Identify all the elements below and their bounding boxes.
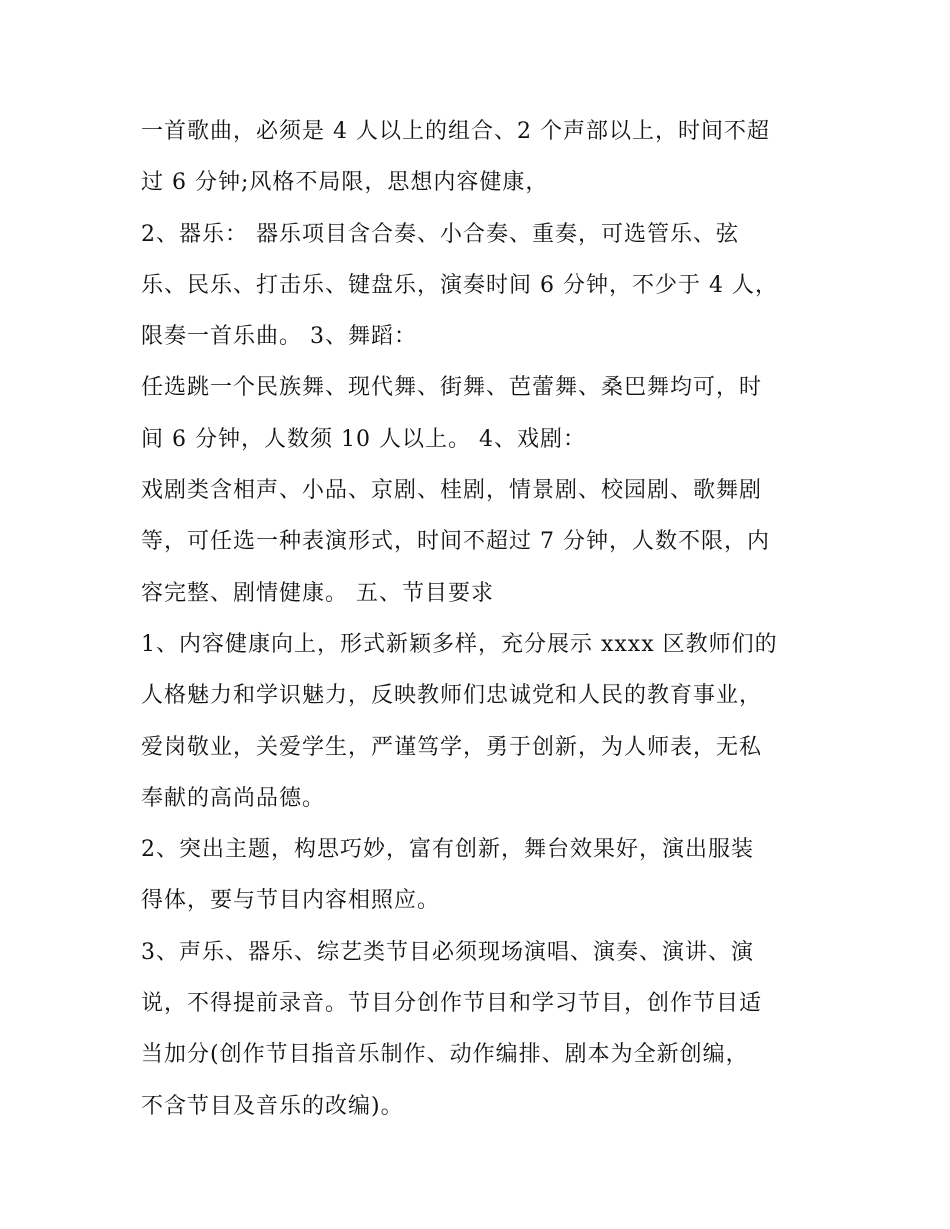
document-body bbox=[141, 106, 831, 1132]
text-line: 奉献的高尚品德。 bbox=[141, 785, 326, 811]
text-line: 容完整、剧情健康。 五、节目要求 bbox=[141, 580, 494, 606]
text-line: 过 6 分钟;风格不局限，思想内容健康， bbox=[141, 170, 549, 196]
text-line: 乐、民乐、打击乐、键盘乐，演奏时间 6 分钟，不少于 4 人， bbox=[141, 272, 778, 298]
text-line: 一首歌曲，必须是 4 人以上的组合、2 个声部以上，时间不超 bbox=[141, 119, 770, 144]
text-line: 戏剧类含相声、小品、京剧、桂剧，情景剧、校园剧、歌舞剧 bbox=[141, 478, 763, 504]
text-line: 2、突出主题，构思巧妙，富有创新，舞台效果好，演出服装 bbox=[141, 837, 754, 863]
text-line: 人格魅力和学识魅力，反映教师们忠诚党和人民的教育事业， bbox=[141, 683, 763, 709]
text-line: 等，可任选一种表演形式，时间不超过 7 分钟，人数不限，内 bbox=[141, 529, 770, 555]
text-line: 3、声乐、器乐、综艺类节目必须现场演唱、演奏、演讲、演 bbox=[141, 939, 754, 965]
text-line: 任选跳一个民族舞、现代舞、街舞、芭蕾舞、桑巴舞均可，时 bbox=[141, 375, 763, 401]
text-line: 爱岗敬业，关爱学生，严谨笃学，勇于创新，为人师表，无私 bbox=[141, 734, 763, 760]
text-line: 1、内容健康向上，形式新颖多样，充分展示 xxxx 区教师们的 bbox=[141, 631, 778, 657]
text-line: 2、器乐： 器乐项目含合奏、小合奏、重奏，可选管乐、弦 bbox=[141, 221, 739, 247]
text-line: 得体，要与节目内容相照应。 bbox=[141, 888, 441, 914]
text-line: 当加分(创作节目指音乐制作、动作编排、剧本为全新创编， bbox=[141, 1042, 749, 1068]
text-line: 不含节目及音乐的改编)。 bbox=[141, 1093, 404, 1119]
text-line: 说，不得提前录音。节目分创作节目和学习节目，创作节目适 bbox=[141, 991, 763, 1017]
text-line: 间 6 分钟，人数须 10 人以上。 4、戏剧： bbox=[141, 426, 586, 452]
text-line: 限奏一首乐曲。 3、舞蹈： bbox=[141, 324, 417, 350]
